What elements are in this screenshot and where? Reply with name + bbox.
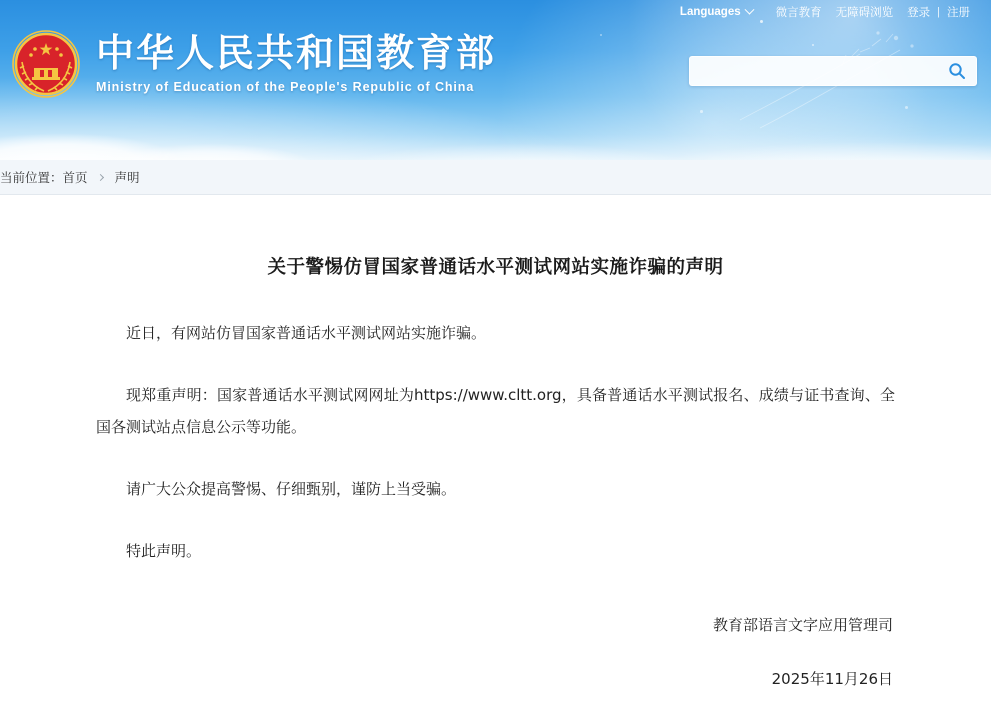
topbar-link-weiyan[interactable]: 微言教育 — [775, 7, 822, 19]
topbar-link-register[interactable]: 注册 — [947, 7, 970, 19]
article-paragraph: 特此声明。 — [126, 542, 202, 560]
breadcrumb-current: 声明 — [114, 171, 140, 185]
article-title: 关于警惕仿冒国家普通话水平测试网站实施诈骗的声明 — [267, 257, 724, 278]
chevron-right-icon — [96, 173, 103, 180]
breadcrumb-label: 当前位置： — [0, 171, 63, 185]
sparkle-decoration — [600, 34, 602, 36]
article-container — [0, 194, 991, 707]
breadcrumb-home-link[interactable]: 首页 — [62, 171, 88, 185]
topbar-separator: | — [937, 6, 940, 18]
topbar-link-accessibility[interactable]: 无障碍浏览 — [835, 7, 894, 19]
site-logo-area[interactable] — [10, 28, 496, 100]
site-title-cn: 中华人民共和国教育部 — [96, 31, 497, 76]
breadcrumb — [0, 160, 991, 194]
site-title-en: Ministry of Education of the People's Republic of China — [96, 80, 475, 95]
language-selector-label: Languages — [679, 6, 741, 18]
header-topbar — [680, 4, 977, 20]
search-icon — [948, 62, 966, 80]
article-paragraph: 现郑重声明：国家普通话水平测试网网址为https://www.cltt.org，具备普通话水平测试报名、成绩与证书查询、全国各测试站点信息公示等功能。 — [96, 386, 895, 436]
site-header — [0, 0, 991, 160]
article-signature-block — [96, 609, 895, 695]
language-selector[interactable] — [680, 6, 753, 18]
article-signature: 教育部语言文字应用管理司 — [712, 616, 893, 634]
chevron-down-icon — [744, 4, 754, 14]
search-input[interactable] — [690, 57, 938, 85]
national-emblem-icon — [10, 28, 82, 100]
article-body — [96, 317, 895, 567]
topbar-link-login[interactable]: 登录 — [907, 7, 931, 19]
sparkle-decoration — [760, 20, 763, 23]
site-title-block — [96, 31, 497, 95]
article-date: 2025年11月26日 — [771, 670, 893, 688]
article-paragraph: 近日，有网站仿冒国家普通话水平测试网站实施诈骗。 — [126, 324, 487, 342]
search-box[interactable] — [689, 56, 977, 86]
article-paragraph: 请广大公众提高警惕、仔细甄别，谨防上当受骗。 — [126, 480, 457, 498]
search-button[interactable] — [938, 57, 976, 85]
